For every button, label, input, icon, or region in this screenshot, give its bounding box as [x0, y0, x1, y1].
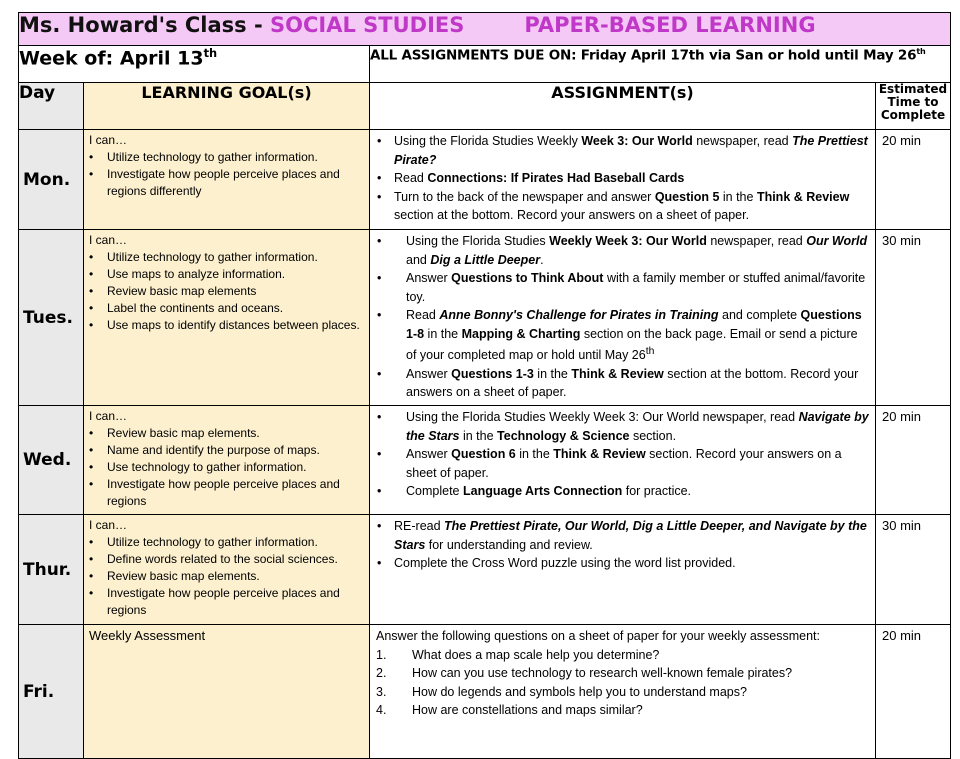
class-name: Ms. Howard's Class -	[19, 13, 271, 37]
goal-item: • Define words related to the social sciences.	[89, 551, 365, 568]
weekly-plan-table	[18, 12, 951, 759]
assignment-item	[376, 169, 871, 188]
text-run: Anne Bonny's Challenge for Pirates in Training	[439, 308, 719, 322]
assignment-item	[376, 188, 871, 225]
text-run: th	[645, 346, 655, 357]
goal-cell	[84, 515, 370, 625]
text-run: Answer	[406, 271, 452, 285]
text-run: Navigate by the Stars	[406, 410, 869, 443]
assignment-cell	[370, 515, 876, 625]
day-label: Fri.	[19, 625, 84, 759]
column-header-day: Day	[19, 83, 84, 130]
goal-item: • Utilize technology to gather information.	[89, 249, 365, 266]
day-row	[19, 515, 951, 625]
assessment-questions	[376, 646, 871, 720]
text-run: Read	[406, 308, 440, 322]
text-run: Answer	[406, 447, 452, 461]
assignment-item	[376, 132, 871, 169]
text-run: Technology & Science	[497, 428, 630, 443]
text-run: newspaper, read	[692, 134, 793, 148]
text-run: with a family member or stuffed animal/favorite toy.	[406, 271, 866, 304]
question-item: 4. How are constellations and maps similar?	[376, 703, 643, 717]
assignment-item	[376, 554, 871, 573]
assignment-list	[376, 232, 871, 402]
goal-item: • Label the continents and oceans.	[89, 300, 365, 317]
assignment-item	[376, 482, 871, 501]
goal-item: • Review basic map elements.	[89, 568, 365, 585]
goal-cell	[84, 130, 370, 230]
goal-intro: Weekly Assessment	[89, 628, 206, 643]
assignment-cell	[370, 625, 876, 759]
text-run: Using the Florida Studies Weekly Week 3: Our World newspaper, read	[406, 410, 799, 424]
day-label: Tues.	[19, 230, 84, 406]
text-run: in the	[459, 428, 498, 443]
day-row	[19, 230, 951, 406]
time-estimate: 20 min	[876, 406, 951, 515]
question-item: 2. How can you use technology to research well-known female pirates?	[376, 666, 793, 680]
assignment-item	[376, 517, 871, 554]
goal-item: • Use technology to gather information.	[89, 459, 365, 476]
text-run: Using the Florida Studies	[406, 234, 550, 248]
question-item: 3. How do legends and symbols help you to understand maps?	[376, 684, 747, 699]
assignment-item	[376, 408, 871, 445]
text-run: The Prettiest Pirate?	[394, 134, 868, 167]
title-row	[19, 13, 951, 46]
goal-cell	[84, 625, 370, 759]
due-date-notice: ALL ASSIGNMENTS DUE ON: Friday April 17th via San or hold until May 26th	[370, 46, 951, 83]
goal-list	[89, 249, 365, 334]
text-run: RE-read	[394, 519, 445, 533]
assignment-list	[376, 132, 871, 225]
text-run: Turn to the back of the newspaper and answer	[394, 189, 655, 204]
day-row	[19, 130, 951, 230]
learning-mode: PAPER-BASED LEARNING	[524, 13, 816, 37]
text-run: section.	[629, 428, 677, 443]
week-of: Week of: April 13th	[19, 46, 370, 83]
text-run: Questions 1-8	[406, 308, 862, 341]
text-run: Week 3: Our World	[581, 134, 693, 148]
day-row	[19, 406, 951, 515]
assignment-item	[376, 232, 871, 269]
goal-list	[89, 149, 365, 200]
goal-list	[89, 534, 365, 619]
assignment-cell	[370, 406, 876, 515]
text-run: Language Arts Connection	[462, 484, 623, 498]
time-estimate: 30 min	[876, 230, 951, 406]
day-label: Thur.	[19, 515, 84, 625]
assignment-item	[376, 365, 871, 402]
text-run: for understanding and review.	[425, 537, 593, 552]
text-run: Think & Review	[553, 447, 646, 461]
column-header-goal: LEARNING GOAL(s)	[84, 83, 370, 130]
column-header-assignment: ASSIGNMENT(s)	[370, 83, 876, 130]
text-run: Think & Review	[571, 366, 664, 381]
text-run: in the	[533, 366, 572, 381]
goal-item: • Use maps to identify distances between places.	[89, 317, 365, 334]
text-run: in the	[424, 326, 462, 341]
question-item: 1. What does a map scale help you determine?	[376, 647, 660, 662]
goal-item: • Utilize technology to gather information.	[89, 149, 365, 166]
assignment-cell	[370, 230, 876, 406]
day-label: Mon.	[19, 130, 84, 230]
goal-intro: I can…	[89, 233, 128, 247]
text-run: Questions 1-3	[451, 366, 534, 381]
subject-name: SOCIAL STUDIES	[270, 13, 465, 37]
text-run: and complete	[718, 308, 801, 322]
text-run: Question 6	[451, 447, 516, 461]
week-row	[19, 46, 951, 83]
text-run: Connections: If Pirates Had Baseball Cards	[427, 171, 685, 185]
text-run: Question 5	[654, 189, 720, 204]
text-run: Read	[394, 171, 428, 185]
goal-intro: I can…	[89, 409, 128, 423]
goal-item: • Investigate how people perceive places and regions differently	[89, 166, 365, 200]
text-run: Questions to Think About	[451, 271, 604, 285]
text-run: section at the bottom. Record your answers on a sheet of paper.	[406, 366, 859, 400]
text-run: Mapping & Charting	[461, 326, 581, 341]
assignment-list	[376, 408, 871, 501]
text-run: Weekly Week 3: Our World	[549, 234, 707, 248]
goal-cell	[84, 406, 370, 515]
goal-intro: I can…	[89, 518, 128, 532]
header-row	[19, 83, 951, 130]
text-run: .	[540, 252, 544, 267]
goal-item: • Utilize technology to gather information.	[89, 534, 365, 551]
goal-item: • Investigate how people perceive places and regions	[89, 476, 365, 510]
day-label: Wed.	[19, 406, 84, 515]
text-run: Our World	[806, 234, 868, 248]
assignment-item	[376, 269, 871, 306]
text-run: for practice.	[622, 484, 692, 498]
text-run: section. Record your answers on a sheet of paper.	[406, 447, 842, 480]
assessment-intro: Answer the following questions on a sheet of paper for your weekly assessment:	[376, 629, 820, 643]
text-run: section on the back page. Email or send a picture of your completed map or hold until May 26	[406, 326, 858, 363]
text-run: in the	[719, 189, 757, 204]
time-estimate: 20 min	[876, 130, 951, 230]
column-header-time: Estimated Time to Complete	[876, 83, 951, 130]
time-estimate: 20 min	[876, 625, 951, 759]
goal-item: • Name and identify the purpose of maps.	[89, 442, 365, 459]
text-run: Think & Review	[756, 189, 850, 204]
text-run: and	[406, 252, 431, 267]
goal-item: • Use maps to analyze information.	[89, 266, 365, 283]
text-run: Dig a Little Deeper	[430, 252, 541, 267]
text-run: Using the Florida Studies Weekly	[394, 134, 582, 148]
text-run: Answer	[406, 366, 452, 381]
text-run: newspaper, read	[706, 234, 807, 248]
assignment-list	[376, 517, 871, 573]
assignment-cell	[370, 130, 876, 230]
goal-item: • Review basic map elements.	[89, 425, 365, 442]
goal-item: • Review basic map elements	[89, 283, 365, 300]
time-estimate: 30 min	[876, 515, 951, 625]
goal-cell	[84, 230, 370, 406]
text-run: Complete the Cross Word puzzle using the word list provided.	[394, 556, 736, 570]
goal-item: • Investigate how people perceive places and regions	[89, 585, 365, 619]
text-run: Complete	[406, 484, 463, 498]
text-run: The Prettiest Pirate, Our World, Dig a Little Deeper, and Navigate by the Stars	[394, 519, 867, 552]
assignment-item	[376, 306, 871, 365]
text-run: section at the bottom. Record your answers on a sheet of paper.	[394, 208, 750, 222]
day-row	[19, 625, 951, 759]
text-run: in the	[515, 447, 554, 461]
goal-list	[89, 425, 365, 510]
goal-intro: I can…	[89, 133, 128, 147]
assignment-item	[376, 445, 871, 482]
title-banner	[19, 13, 951, 46]
